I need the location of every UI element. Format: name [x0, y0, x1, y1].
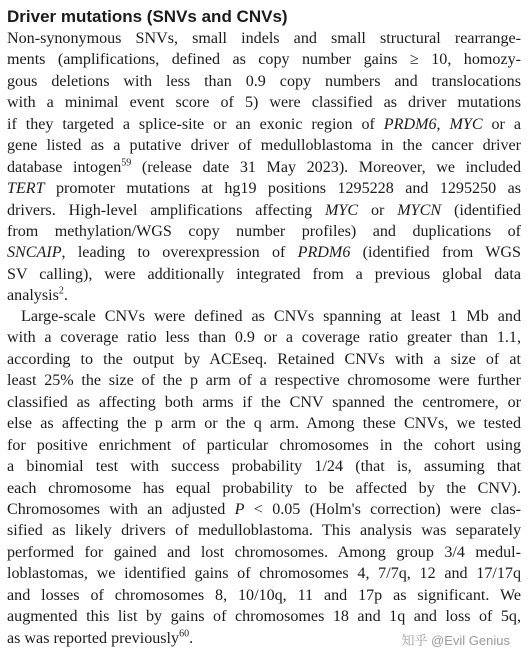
text-line: else as affecting the p arm or the q arm. Among these CNVs, we tested — [7, 415, 521, 433]
text-line: TERT promoter mutations at hg19 positions 1295228 and 1295250 as — [7, 180, 521, 198]
text-line: least 25% the size of the p arm of a respective chromosome were further — [7, 372, 521, 390]
text-line: if they targeted a splice-site or an exonic region of PRDM6, MYC or a — [7, 115, 521, 133]
text-line: loblastomas, we identified gains of chromosomes 4, 7/7q, 12 and 17/17q — [7, 565, 521, 583]
text-line: Large-scale CNVs were defined as CNVs spanning at least 1 Mb and — [21, 308, 521, 325]
text-line: SV calling), were additionally integrated from a previous global data — [7, 265, 521, 283]
text-line: gene listed as a putative driver of medulloblastoma in the cancer driver — [7, 137, 521, 155]
text-line: for positive enrichment of particular chromosomes in the cohort using — [7, 436, 521, 454]
text-line: database intogen$^{59}$ (release date 31 May 2023). Moreover, we included — [7, 157, 521, 176]
text-line: and losses of chromosomes 8, 10/10q, 11 and 17p as significant. We — [7, 586, 521, 604]
text-line: with a minimal event score of 5) were classified as driver mutations — [7, 94, 521, 112]
text-line: Chromosomes with an adjusted P < 0.05 (Holm's correction) were clas- — [7, 500, 521, 518]
paragraph-1 — [7, 28, 521, 307]
text-line: as was reported previously$^{60}$. — [7, 628, 194, 647]
text-line: sified as likely drivers of medulloblastoma. This analysis was separately — [7, 522, 521, 540]
text-line: analysis$^2$. — [7, 285, 68, 305]
text-line: Non-synonymous SNVs, small indels and small structural rearrange- — [7, 30, 521, 47]
section-heading: Driver mutations (SNVs and CNVs) — [7, 7, 288, 26]
text-line: classified as affecting both arms if the CNV spanned the centromere, or — [7, 393, 521, 411]
text-line: drivers. High-level amplifications affecting MYC or MYCN (identified — [7, 201, 522, 219]
text-line: ments (amplifications, defined as copy number gains ≥ 10, homozy- — [7, 51, 521, 69]
text-line: from methylation/WGS copy number profiles) and duplications of — [7, 222, 521, 240]
watermark: 知乎 @Evil Genius — [401, 633, 510, 648]
text-line: augmented this list by gains of chromosomes 18 and 1q and loss of 5q, — [7, 608, 521, 626]
paragraph-2 — [7, 306, 521, 649]
text-line: SNCAIP, leading to overexpression of PRDM6 (identified from WGS — [7, 244, 521, 262]
text-line: each chromosome has equal probability to be affected by the CNV). — [7, 479, 521, 497]
text-line: with a coverage ratio less than 0.9 or a coverage ratio greater than 1.1, — [7, 329, 521, 347]
text-line: performed for gained and lost chromosomes. Among group 3/4 medul- — [7, 543, 521, 561]
text-line: a binomial test with success probability 1/24 (that is, assuming that — [7, 458, 521, 476]
text-line: gous deletions with less than 0.9 copy numbers and translocations — [7, 72, 521, 90]
text-line: according to the output by ACEseq. Retained CNVs with a size of at — [7, 350, 521, 368]
